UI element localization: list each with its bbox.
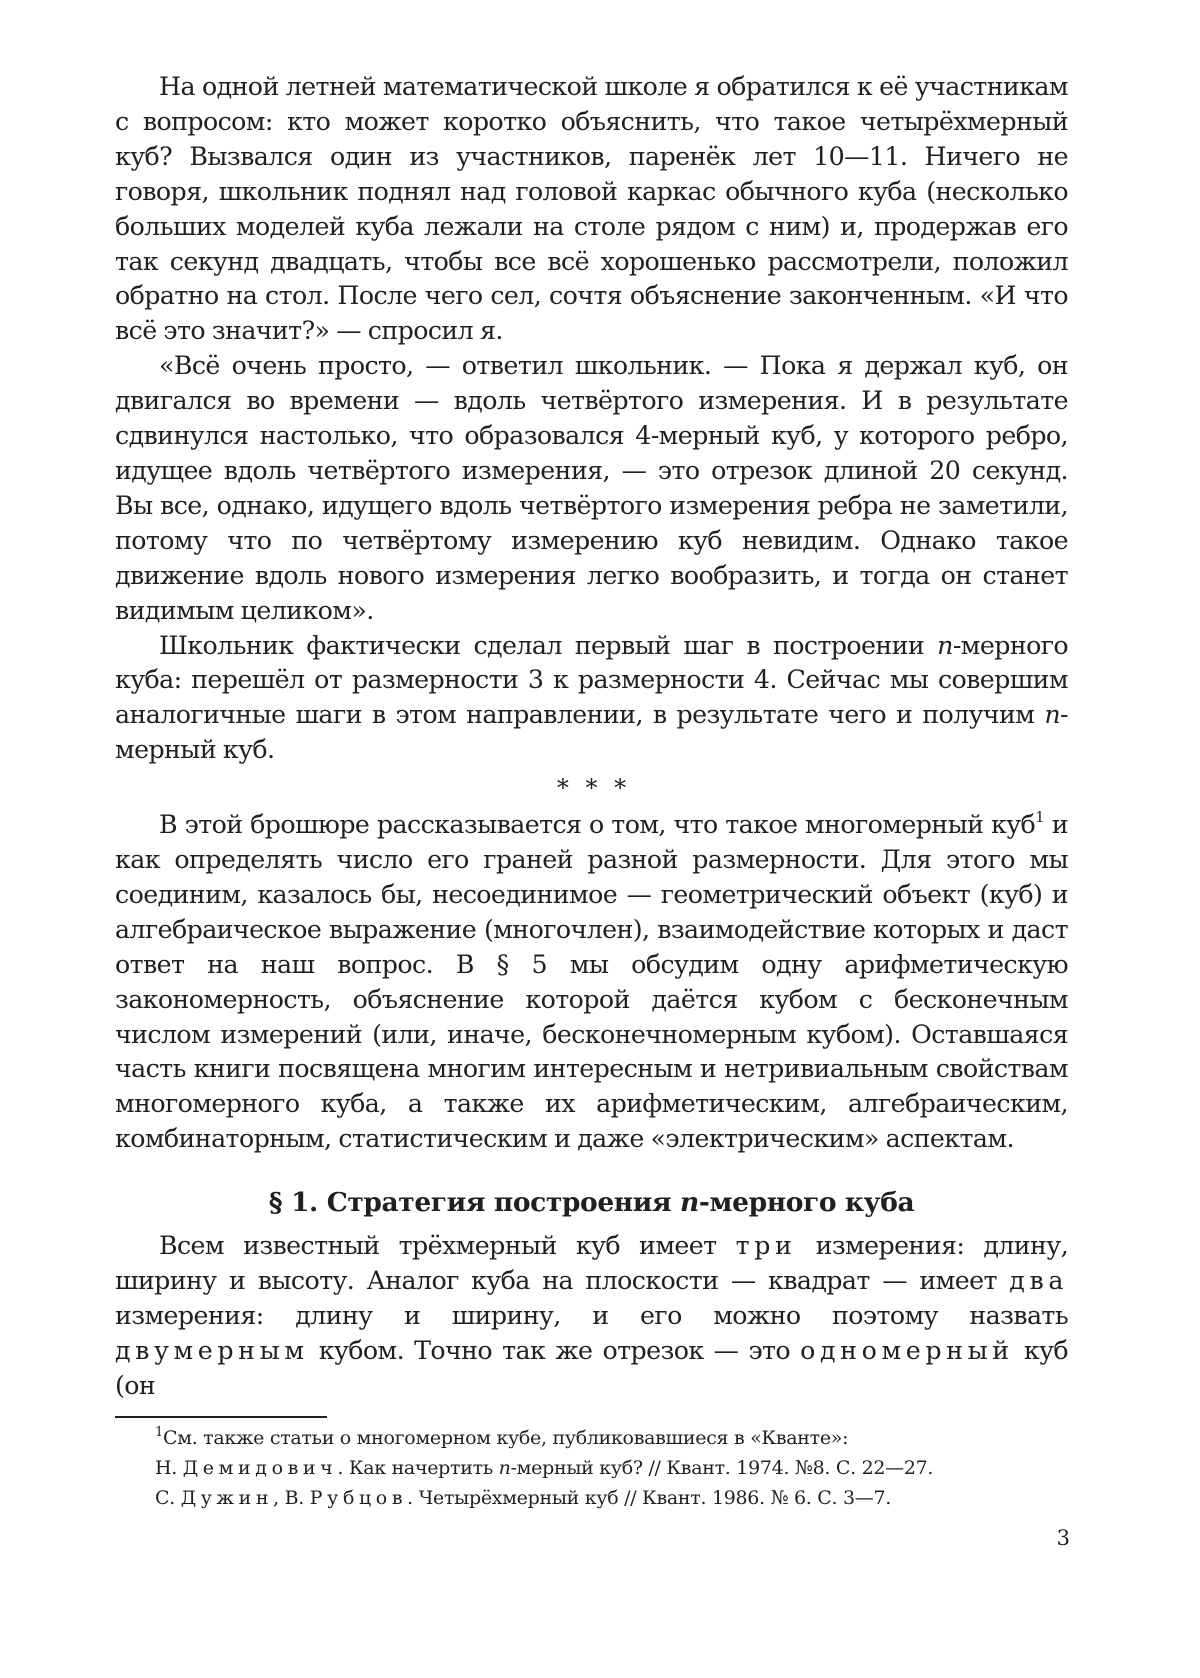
footnote-reference-duzhin-rubtsov: С. Дужин, В. Рубцов. Четырёхмерный куб // Квант. 1986. № 6. С. 3—7. [155, 1487, 891, 1509]
paragraph-student-answer: «Всё очень просто, — ответил школьник. — Пока я держал куб, он двигался во времени — вдоль четвёртого измерения. И в результате сдвинулся настолько, что образовался 4-мерный куб, у которого ребро, идущее вдоль четвёртого измерения, — это отрезок длиной 20 секунд. Вы все, однако, идущего вдоль четвёртого измерения ребра не заметили, потому что по четвёртому измерению куб невидим. Однако такое движение вдоль нового измерения легко вообразить, и тогда он станет видимым целиком». [115, 351, 1068, 625]
author-name: Демидович [182, 1457, 338, 1479]
variable-n: n [680, 1187, 699, 1219]
emphasized-word: два [1009, 1266, 1068, 1296]
footnote-marker: 1 [155, 1424, 163, 1440]
paragraph-summer-school: На одной летней математической школе я обратился к её участникам с вопросом: кто может коротко объяснить, что такое четырёхмерный куб? Вызвался один из участников, паренёк лет 10—11. Ничего не говоря, школьник поднял над головой каркас обычного куба (несколько больших моделей куба лежали на столе рядом с ним) и, продержав его так секунд двадцать, чтобы все всё хорошенько рассмотрели, положил обратно на стол. После чего сел, сочтя объяснение законченным. «И что всё это значит?» — спросил я. [115, 72, 1068, 346]
emphasized-word: одномерный [800, 1335, 1014, 1365]
variable-n: n [498, 1457, 511, 1479]
footnote-reference-demidovich: Н. Демидович. Как начертить n-мерный куб? // Квант. 1974. №8. С. 22—27. [155, 1457, 934, 1479]
emphasized-word: три [735, 1231, 797, 1261]
variable-n: n [1044, 700, 1061, 730]
footnote-divider [115, 1416, 327, 1418]
footnote-intro: $^1$См. также статьи о многомерном кубе, публиковавшиеся в «Кванте»: [155, 1424, 849, 1449]
author-name: Дужин [180, 1487, 274, 1509]
paragraph-brochure-overview: В этой брошюре рассказывается о том, что такое многомерный куб$^1$ и как определять число его граней разной размерности. Для этого мы соединим, казалось бы, несоединимое — геометрический объект (куб) и алгебраическое выражение (многочлен), взаимодействие которых и даст ответ на наш вопрос. В § 5 мы обсудим одну арифметическую закономерность, объяснение которой даётся кубом с бесконечным числом измерений (или, иначе, бесконечномерным кубом). Оставшаяся часть книги посвящена многим интересным и нетривиальным свойствам многомерного куба, а также их арифметическим, алгебраическим, комбинаторным, статистическим и даже «электрическим» аспектам. [115, 807, 1068, 1154]
author-name: Рубцов [309, 1487, 408, 1509]
paragraph-first-step: Школьник фактически сделал первый шаг в построении n-мерного куба: перешёл от размерности 3 к размерности 4. Сейчас мы совершим аналогичные шаги в этом направлении, в результате чего и получим n-мерный куб. [115, 630, 1068, 765]
section-separator: * * * [556, 774, 627, 803]
footnotes [155, 1423, 1068, 1513]
paragraph-dimensions: Всем известный трёхмерный куб имеет три измерения: длину, ширину и высоту. Аналог куба на плоскости — квадрат — имеет два измерения: длину и ширину, и его можно поэтому назвать двумерным кубом. Точно так же отрезок — это одномерный куб (он [115, 1231, 1069, 1400]
page-number: 3 [1056, 1526, 1070, 1550]
section-heading: § 1. Стратегия построения n-мерного куба [268, 1187, 915, 1219]
page-content [115, 70, 1068, 1404]
emphasized-word: двумерным [115, 1335, 309, 1365]
variable-n: n [937, 630, 953, 660]
footnote-reference[interactable]: 1 [1035, 807, 1045, 826]
